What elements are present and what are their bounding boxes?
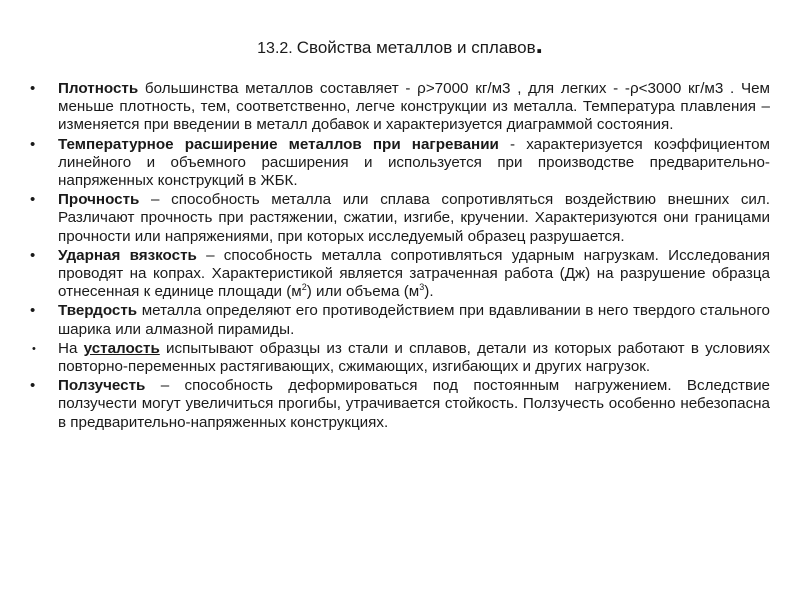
term-thermal-expansion: Температурное расширение металлов при нагревании: [58, 135, 499, 153]
item-text: ).: [424, 283, 434, 301]
list-item-thermal-expansion: [30, 136, 770, 191]
superscript: 3: [419, 282, 425, 293]
item-prefix: На: [58, 339, 84, 357]
item-text: металла определяют его противодействием при вдавливании в него твердого стального шарика или алмазной пирамиды.: [58, 302, 770, 338]
list-item-density: [30, 80, 770, 135]
list-item-hardness: [30, 302, 770, 338]
page-title: [0, 29, 800, 59]
bullet-icon: •: [30, 377, 36, 395]
term-density: Плотность: [58, 80, 139, 97]
list-item-fatigue: [30, 340, 770, 376]
term-strength: Прочность: [58, 191, 140, 209]
term-fatigue: усталость: [83, 339, 160, 357]
list-item-impact-toughness: [30, 247, 770, 302]
section-number: 13.2.: [257, 40, 293, 57]
bullet-icon: •: [30, 302, 36, 320]
term-hardness: Твердость: [58, 302, 138, 320]
superscript: 2: [301, 282, 307, 293]
bullet-icon: •: [32, 342, 36, 355]
item-text: - характеризуется коэффициентом линейного и объемного расширения и используется при производстве предварительно-напряженных конструкций в ЖБК.: [58, 135, 770, 190]
properties-list: [30, 80, 770, 433]
item-text: – способность металла или сплава сопротивляться воздействию внешних сил. Различают прочность при растяжении, сжатии, изгибе, кручении. Характеризуются они границами прочности или напряжениями, при которых исследуемый образец разрушается.: [58, 191, 770, 245]
bullet-icon: •: [30, 135, 36, 153]
item-text: ) или объема (м: [306, 283, 420, 301]
bullet-icon: •: [30, 246, 36, 264]
item-text: испытывают образцы из стали и сплавов, детали из которых работают в условиях повторно-переменных растягивающих, сжимающих, изгибающих и других нагрузок.: [58, 339, 770, 376]
title-dot: .: [535, 29, 543, 59]
bullet-icon: •: [30, 191, 36, 209]
item-text: – способность деформироваться под постоянным нагружением. Вследствие ползучести могут увеличиться прогибы, утрачивается стойкость. Ползучесть особенно небезопасна в предварительно-напряженных конструкциях.: [58, 377, 770, 431]
list-item-creep: [30, 377, 770, 432]
title-text: Свойства металлов и сплавов: [296, 38, 536, 57]
item-text: большинства металлов составляет - ρ>7000 кг/м3 , для легких - -ρ<3000 кг/м3 . Чем меньше плотность, тем, соответственно, легче конструкции из металла. Температура плавления – изменяется при введении в металл добавок и характеризуется диаграммой состояния.: [58, 80, 770, 134]
item-text: – способность металла сопротивляться ударным нагрузкам. Исследования проводят на копрах. Характеристикой является затраченная работа (Дж) на разрушение образца отнесенная к единице площади (м: [58, 246, 770, 301]
bullet-icon: •: [30, 80, 36, 97]
term-creep: Ползучесть: [58, 377, 146, 395]
list-item-strength: [30, 191, 770, 246]
term-impact-toughness: Ударная вязкость: [58, 246, 197, 264]
